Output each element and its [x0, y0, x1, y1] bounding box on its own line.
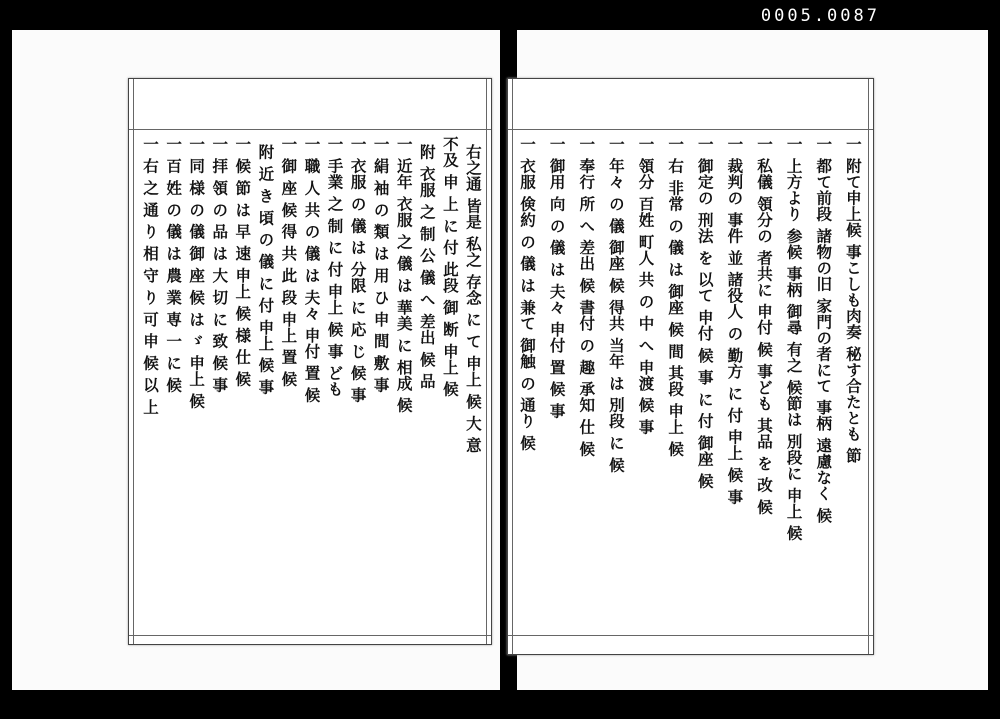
left-page-text [139, 136, 483, 628]
left_page-text-column: 一 近年 衣服 之 儀 は 華美 に 相成 候 [394, 136, 414, 414]
left_page-text-column: 右之通 皆是 私之 存念 に て 申上 候 大 意 [463, 144, 483, 454]
left_page-text-column: 一 手業 之 制 に 付 申上 候 事 ども [325, 136, 345, 398]
right_page-text-column: 一 裁判の 事件 並 諸役人 の 勤方 に 付 申上 候 事 [725, 136, 745, 505]
left_page-text-column: 不及 申 上 に 付 此段 御 断 申上 候 [440, 136, 460, 398]
left_page-text-column: 一 百 姓 の 儀 は 農 業 専 一 に 候 [164, 136, 184, 393]
left-page [128, 78, 492, 645]
right-page-text [516, 136, 863, 628]
right_page-text-column: 一 御定の 刑法 を 以て 申付 候 事 に 付 御座 候 [695, 136, 715, 489]
right-page-frame-rule-bottom [508, 635, 873, 636]
frame-number: 0005.0087 [760, 6, 880, 26]
left_page-text-column: 一 職 人 共 の 儀 は 夫々 申付 置 候 [302, 136, 322, 403]
right_page-text-column: 一 奉行 所 へ 差出 候 書付 の 趣 承知 仕 候 [577, 136, 597, 457]
right_page-text-column: 一 御用 向 の 儀 は 夫々 申付 置 候 事 [547, 136, 567, 419]
right_page-text-column: 一 上方より 参候 事柄 御尋 有之 候節は 別段に 申上 候 [784, 136, 804, 542]
left_page-text-column: 一 御 座 候 得 共 此 段 申上 置 候 [279, 136, 299, 387]
left-page-frame-rule-left [133, 79, 134, 644]
right_page-text-column: 一 都て前段 諸物の旧 家門の者にて 事柄 遠慮なく 候 [814, 136, 834, 524]
left_page-text-column: 一 右 之 通 り 相 守 り 可 申 候 以 上 [141, 136, 160, 415]
left_page-text-column: 附 近 き 頃 の 儀 に 付 申上 候 事 [256, 144, 276, 395]
left-page-frame-rule-right [486, 79, 487, 644]
left_page-text-column: 附 衣服 之 制 公 儀 へ 差出 候 品 [417, 144, 437, 390]
left_page-text-column: 一 拝 領 の 品 は 大 切 に 致 候 事 [210, 136, 230, 393]
right-page-frame-rule-top [508, 129, 873, 130]
right_page-text-column: 一 年々 の 儀 御座 候 得共 当年 は 別段 に 候 [606, 136, 626, 473]
left_page-text-column: 一 絹 袖 の 類 は 用 ひ 申 間 敷 事 [371, 136, 391, 393]
right_page-text-column: 一 衣服 倹約 の 儀 は 兼て 御触 の 通り 候 [518, 136, 537, 451]
left_page-text-column: 一 同 様 の 儀 御 座 候 は ゞ 申上 候 [187, 136, 207, 409]
left-page-frame-rule-top [129, 129, 491, 130]
right_page-text-column: 一 領分 百姓 町人 共 の 中 へ 申渡 候 事 [636, 136, 656, 435]
right_page-text-column: 一 附て申上候 事こしも肉奏 秘す合たとも 節 [843, 136, 863, 464]
left-page-frame-rule-bottom [129, 635, 491, 636]
right-page [507, 78, 874, 655]
right_page-text-column: 一 私儀 領分の 者共に 申付 候 事ども 其品 を 改 候 [755, 136, 774, 515]
right_page-text-column: 一 右 非常 の 儀 は 御座 候 間 其段 申上 候 [666, 136, 686, 457]
left_page-text-column: 一 候 節 は 早 速 申上 候 様 仕 候 [233, 136, 253, 387]
right-page-frame-rule-right [868, 79, 869, 654]
right-page-frame-rule-left [512, 79, 513, 654]
left_page-text-column: 一 衣服 の 儀 は 分限 に 応 じ 候 事 [348, 136, 368, 403]
